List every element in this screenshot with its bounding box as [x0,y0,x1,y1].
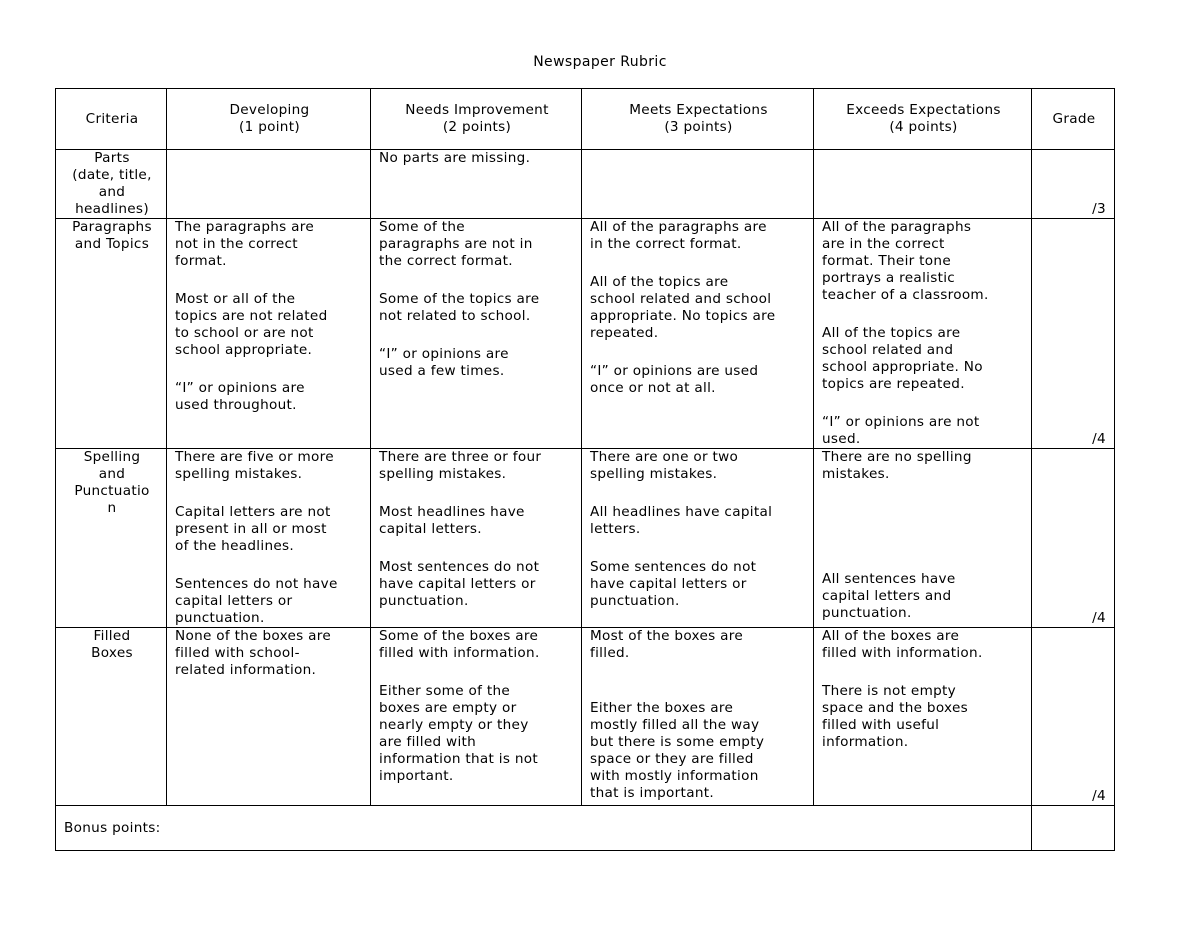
grade-cell: /3 [1032,150,1115,219]
table-row [56,628,1115,806]
header-grade: Grade [1032,89,1115,150]
header-exceeds-expectations: Exceeds Expectations (4 points) [814,89,1032,150]
criteria-cell: Parts (date, title, and headlines) [56,150,167,219]
grade-cell: /4 [1032,628,1115,806]
bonus-grade-cell [1032,806,1115,851]
grade-cell: /4 [1032,219,1115,449]
developing-cell: There are five or more spelling mistakes. Capital letters are not present in all or most of the headlines. Sentences do not have capital letters or punctuation. [167,449,371,628]
table-row [56,150,1115,219]
header-criteria: Criteria [56,89,167,150]
header-meets-expectations: Meets Expectations (3 points) [582,89,814,150]
table-row [56,449,1115,628]
bonus-label: Bonus points: [64,819,161,836]
bonus-row [56,806,1115,851]
meets-cell [582,150,814,219]
criteria-cell: Spelling and Punctuatio n [56,449,167,628]
exceeds-cell: All of the boxes are filled with information. There is not empty space and the boxes filled with useful information. [814,628,1032,806]
developing-cell: The paragraphs are not in the correct format. Most or all of the topics are not related to school or are not school appropriate. “I” or opinions are used throughout. [167,219,371,449]
criteria-cell: Filled Boxes [56,628,167,806]
meets-cell: There are one or two spelling mistakes. All headlines have capital letters. Some sentences do not have capital letters or punctuation. [582,449,814,628]
header-row [56,89,1115,150]
exceeds-cell: All of the paragraphs are in the correct format. Their tone portrays a realistic teacher of a classroom. All of the topics are school related and school appropriate. No topics are repeated. “I” or opinions are not used. [814,219,1032,449]
exceeds-cell: There are no spelling mistakes. All sentences have capital letters and punctuation. [814,449,1032,628]
criteria-cell: Paragraphs and Topics [56,219,167,449]
needs-cell: No parts are missing. [371,150,582,219]
header-developing: Developing (1 point) [167,89,371,150]
exceeds-cell [814,150,1032,219]
grade-cell: /4 [1032,449,1115,628]
meets-cell: Most of the boxes are filled. Either the boxes are mostly filled all the way but there is some empty space or they are filled with mostly information that is important. [582,628,814,806]
rubric-table [55,88,1115,851]
header-needs-improvement: Needs Improvement (2 points) [371,89,582,150]
needs-cell: There are three or four spelling mistakes. Most headlines have capital letters. Most sentences do not have capital letters or punctuation. [371,449,582,628]
developing-cell [167,150,371,219]
bonus-label-cell [56,806,1032,851]
developing-cell: None of the boxes are filled with school- related information. [167,628,371,806]
meets-cell: All of the paragraphs are in the correct format. All of the topics are school related and school appropriate. No topics are repeated. “I” or opinions are used once or not at all. [582,219,814,449]
needs-cell: Some of the boxes are filled with information. Either some of the boxes are empty or nearly empty or they are filled with information that is not important. [371,628,582,806]
document-title: Newspaper Rubric [533,54,667,70]
table-row [56,219,1115,449]
needs-cell: Some of the paragraphs are not in the correct format. Some of the topics are not related to school. “I” or opinions are used a few times. [371,219,582,449]
